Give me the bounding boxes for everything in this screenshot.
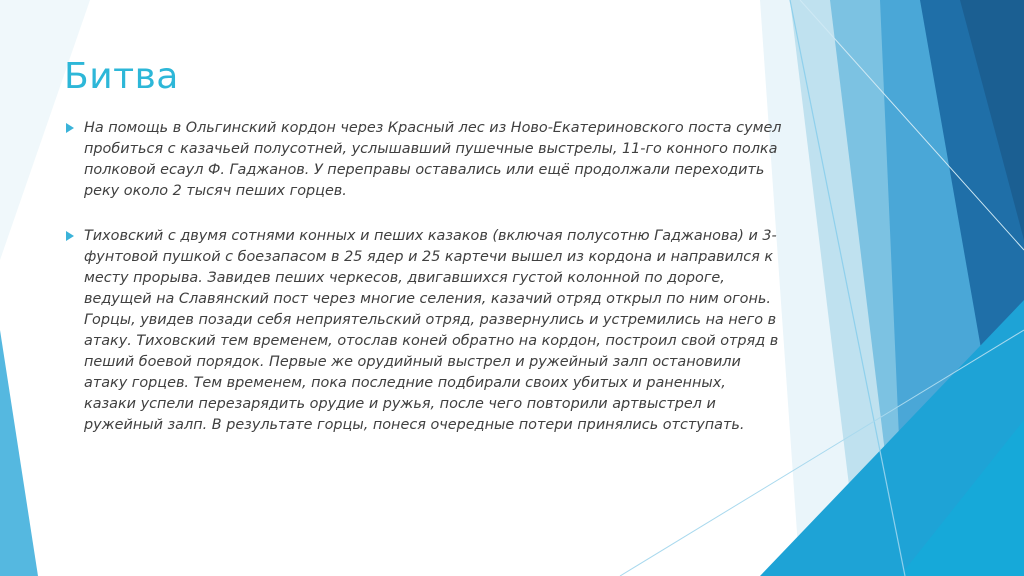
bullet-arrow-icon (66, 123, 74, 133)
slide-title: Битва (64, 56, 179, 97)
bullet-item (64, 118, 782, 202)
bullet-item (64, 226, 782, 436)
left-bottom-wedge-shape (0, 330, 38, 576)
bullet-text: Тиховский с двумя сотнями конных и пеших казаков (включая полусотню Гаджанова) и 3-фунтовой пушкой с боезапасом в 25 ядер и 25 картечи вышел из кордона и направился к месту прорыва. Завидев пеших черкесов, двигавшихся густой колонной по дороге, ведущей на Славянский пост через многие селения, казачий отряд открыл по ним огонь. Горцы, увидев позади себя неприятельский отряд, развернулись и устремились на него в атаку. Тиховский тем временем, отослав коней обратно на кордон, построил свой отряд в пеший боевой порядок. Первые же орудийный выстрел и ружейный залп остановили атаку горцев. Тем временем, пока последние подбирали своих убитых и раненных, казаки успели перезарядить орудие и ружья, после чего повторили артвыстрел и ружейный залп. В результате горцы, понеся очередные потери принялись отступать. (84, 228, 779, 433)
bullet-text: На помощь в Ольгинский кордон через Красный лес из Ново-Екатериновского поста сумел пробиться с казачьей полусотней, услышавший пушечные выстрелы, 11-го конного полка полковой есаул Ф. Гаджанов. У переправы оставались или ещё продолжали переходить реку около 2 тысяч пеших горцев. (84, 120, 782, 199)
bullet-arrow-icon (66, 231, 74, 241)
content-body (64, 118, 782, 436)
